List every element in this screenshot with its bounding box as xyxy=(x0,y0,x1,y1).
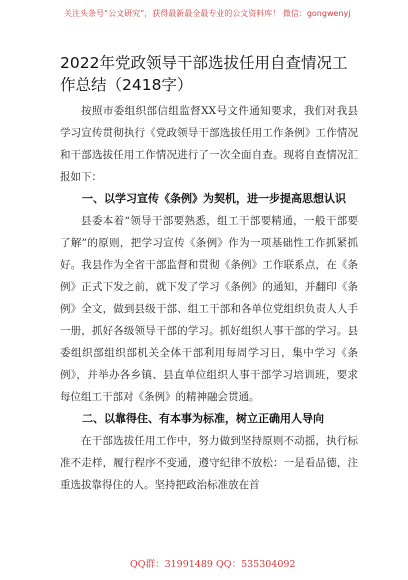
section-heading-1: 一、以学习宣传《条例》为契机，进一步提高思想认识 xyxy=(82,192,346,205)
promo-banner: 关注头条号“公文研究”，获得最新最全最专业的公文资料库！ 微信：gongwenyj xyxy=(64,9,351,18)
section-heading-2: 二、以靠得住、有本事为标准，树立正确用人导向 xyxy=(82,412,324,425)
intro-paragraph: 按照市委组织部信组监督XX号文件通知要求，我们对我县学习宣传贯彻执行《党政领导干部选拔任用工作条例》工作情况和干部选拔任用工作情况进行了一次全面自查。现将自查情况汇报如下： xyxy=(60,105,358,183)
document-body xyxy=(60,100,358,496)
qq-group-text: QQ群：31991489 xyxy=(130,559,213,570)
document-title: 2022年党政领导干部选拔任用自查情况工作总结（2418字） xyxy=(60,54,348,94)
qq-contact-text: QQ：535304092 xyxy=(216,559,296,570)
footer xyxy=(0,556,408,574)
section-paragraph-1: 县委本着“领导干部要熟悉，组工干部要精通，一般干部要了解”的原则，把学习宣传《条例》作为一项基础性工作抓紧抓好。我县作为全省干部监督和贯彻《条例》工作联系点，在《条例》正式下发之前，就下发了学习《条例》的通知，并翻印《条例》全文，做到县级干部、组工干部和各单位党组织负责人人手一册，抓好各级领导干部的学习。抓好组织人事干部的学习。县委组织部组织部机关全体干部利用每周学习日，集中学习《条例》，并举办各乡镇、县直单位组织人事干部学习培训班，要求每位组工干部对《条例》的精神融会贯通。 xyxy=(60,215,358,403)
section-paragraph-2: 在干部选拔任用工作中，努力做到坚持原则不动摇，执行标准不走样，履行程序不变通，遵守纪律不放松：一是看品德，注重选拔靠得住的人。坚持把政治标准放在首 xyxy=(60,435,358,491)
